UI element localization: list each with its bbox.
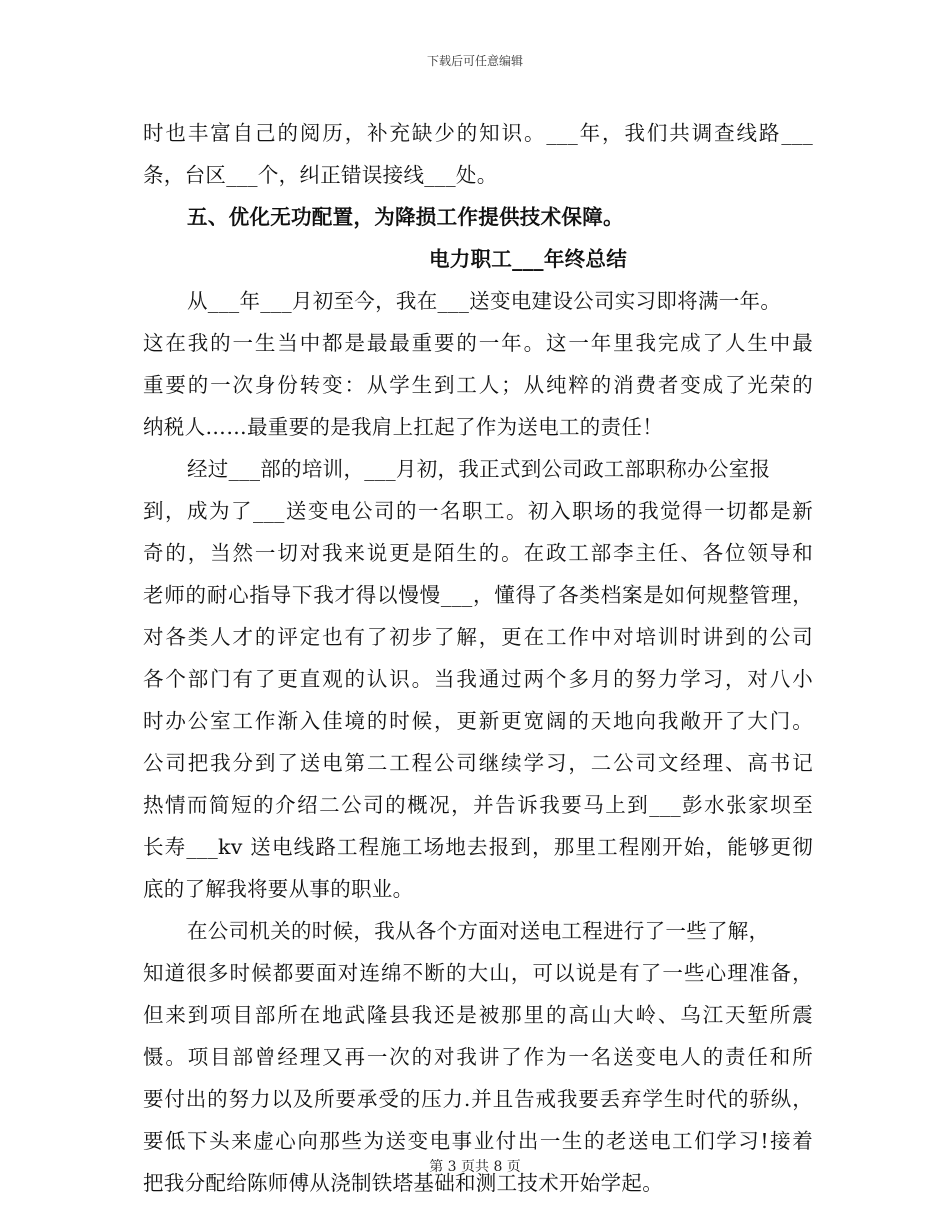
text-line: 把我分配给陈师傅从浇制铁塔基础和测工技术开始学起。 — [143, 1171, 663, 1195]
text-line: 慑。项目部曾经理又再一次的对我讲了作为一名送变电人的责任和所 — [143, 1045, 813, 1069]
text-line: 热情而简短的介绍二公司的概况，并告诉我要马上到___彭水张家坝至 — [143, 793, 813, 817]
text-line: 对各类人才的评定也有了初步了解，更在工作中对培训时讲到的公司 — [143, 625, 813, 649]
text-line: 纳税人……最重要的是我肩上扛起了作为送电工的责任！ — [143, 415, 663, 439]
text-line: 重要的一次身份转变：从学生到工人；从纯粹的消费者变成了光荣的 — [143, 373, 813, 397]
document-body — [143, 112, 813, 1204]
text-line: 在公司机关的时候，我从各个方面对送电工程进行了一些了解， — [187, 919, 770, 943]
page-header: 下载后可任意编辑 — [426, 54, 523, 68]
text-line: 这在我的一生当中都是最最重要的一年。这一年里我完成了人生中最 — [143, 331, 813, 355]
text-line: 知道很多时候都要面对连绵不断的大山，可以说是有了一些心理准备， — [143, 961, 813, 985]
section-heading: 五、优化无功配置，为降损工作提供技术保障。 — [187, 205, 624, 229]
page-footer: 第 3 页共 8 页 — [429, 1159, 521, 1175]
text-line: 时也丰富自己的阅历，补充缺少的知识。___年，我们共调查线路___ — [143, 121, 813, 145]
text-line: 公司把我分到了送电第二工程公司继续学习，二公司文经理、高书记 — [143, 751, 813, 775]
text-line: 到，成为了___送变电公司的一名职工。初入职场的我觉得一切都是新 — [143, 499, 813, 523]
text-line: 奇的，当然一切对我来说更是陌生的。在政工部李主任、各位领导和 — [143, 541, 813, 565]
text-line: 底的了解我将要从事的职业。 — [143, 877, 414, 901]
document-title: 电力职工___年终总结 — [428, 247, 628, 271]
text-line: 各个部门有了更直观的认识。当我通过两个多月的努力学习，对八小 — [143, 667, 813, 691]
text-line: 要付出的努力以及所要承受的压力.并且告戒我要丢弃学生时代的骄纵， — [143, 1087, 813, 1111]
text-line: 从___年___月初至今，我在___送变电建设公司实习即将满一年。 — [187, 289, 782, 313]
text-line: 长寿___kv 送电线路工程施工场地去报到，那里工程刚开始，能够更彻 — [143, 835, 813, 859]
text-line: 但来到项目部所在地武隆县我还是被那里的高山大岭、乌江天堑所震 — [143, 1003, 813, 1027]
text-line: 条，台区___个，纠正错误接线___处。 — [143, 163, 498, 187]
text-line: 老师的耐心指导下我才得以慢慢___，懂得了各类档案是如何规整管理， — [143, 583, 813, 607]
text-line: 经过___部的培训，___月初，我正式到公司政工部职称办公室报 — [187, 457, 771, 481]
text-line: 时办公室工作渐入佳境的时候，更新更宽阔的天地向我敞开了大门。 — [143, 709, 813, 733]
text-line: 要低下头来虚心向那些为送变电事业付出一生的老送电工们学习!接着 — [143, 1129, 813, 1153]
